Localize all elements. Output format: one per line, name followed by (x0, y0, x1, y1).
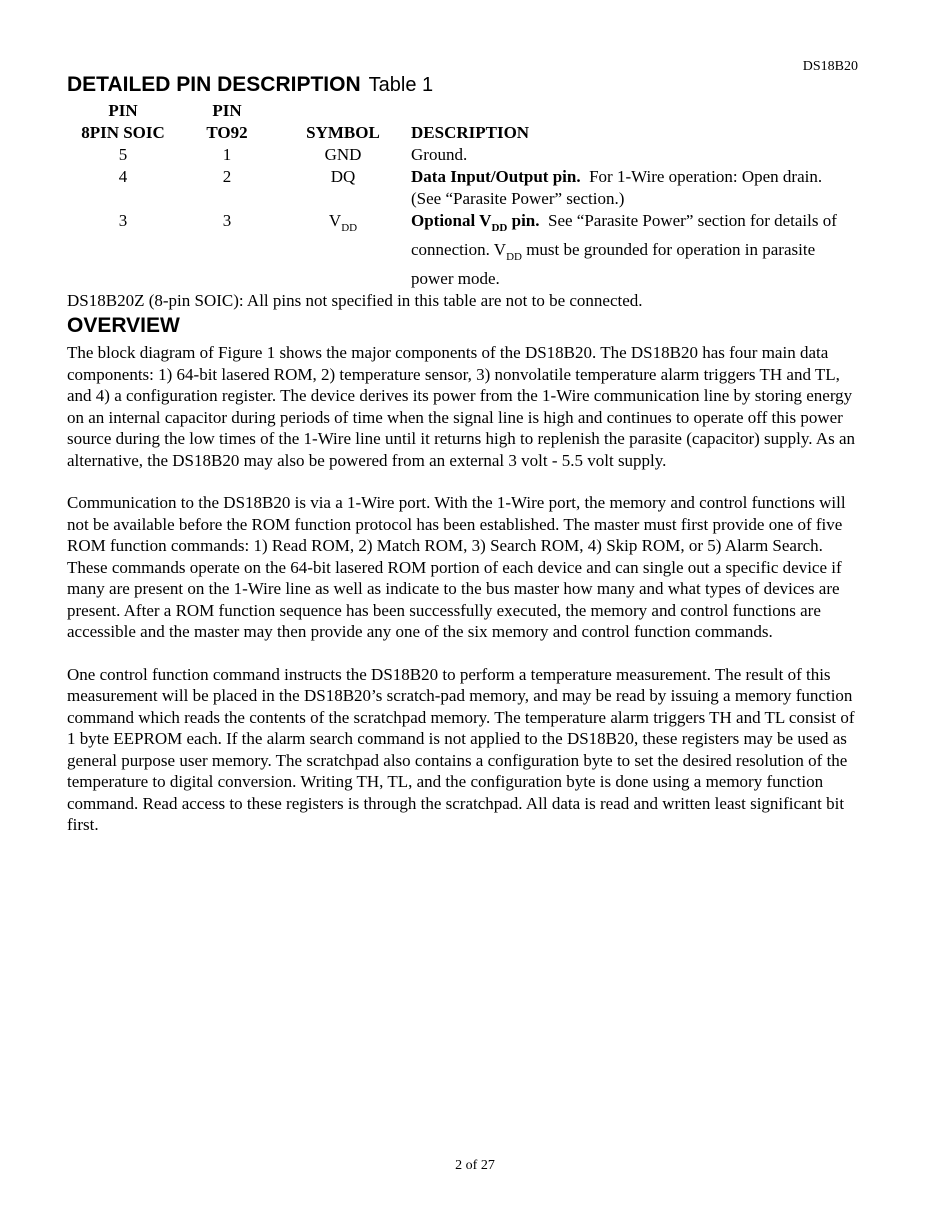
pin-table-note: DS18B20Z (8-pin SOIC): All pins not specified in this table are not to be connected. (67, 291, 643, 310)
bold-lead-pre: Optional V (411, 211, 492, 230)
symbol-main: V (328, 211, 342, 230)
overview-title: OVERVIEW (67, 314, 180, 337)
overview-paragraph: The block diagram of Figure 1 shows the major components of the DS18B20. The DS18B20 has four main data components: 1) 64-bit lasered ROM, 2) temperature sensor, 3) nonvolatile temperature alarm triggers TH and TL, and 4) a configuration register. The device derives its power from the 1-Wire communication line by storing energy on an internal capacitor during periods of time when the signal line is high and continues to operate off this power source during the low times of the 1-Wire line until it returns high to replenish the parasite (capacitor) supply. As an alternative, the DS18B20 may also be powered from an external 3 volt - 5.5 volt supply. (67, 343, 856, 470)
col-header-description: DESCRIPTION (411, 123, 530, 142)
table-row (67, 166, 841, 210)
bold-lead-subscript: DD (491, 222, 508, 234)
description-bold-lead: Data Input/Output pin. (411, 167, 581, 186)
col-header-symbol: SYMBOL (306, 123, 380, 142)
table-row (67, 144, 841, 166)
cell-symbol: DQ (330, 167, 356, 186)
document-id-header: DS18B20 (802, 59, 858, 74)
description-text: For 1-Wire operation: Open drain. (See “Parasite Power” section.) (411, 167, 823, 208)
overview-paragraph: One control function command instructs the DS18B20 to perform a temperature measurement. The result of this measurement will be placed in the DS18B20’s scratch-pad memory, and may be read by issuing a memory function command which reads the contents of the scratchpad memory. The temperature alarm triggers TH and TL consist of 1 byte EEPROM each. If the alarm search command is not applied to the DS18B20, these registers may be used as general purpose user memory. The scratchpad also contains a configuration byte to set the desired resolution of the temperature to digital conversion. Writing TH, TL, and the configuration byte is done using a memory function command. Read access to these registers is through the scratchpad. All data is read and written least significant bit first. (67, 664, 855, 834)
col-header-to92-line2: TO92 (206, 123, 248, 142)
cell-symbol (275, 210, 411, 290)
cell-pin-to92: 3 (222, 211, 232, 230)
pin-section-title: DETAILED PIN DESCRIPTION (67, 73, 361, 96)
cell-pin-to92: 1 (222, 145, 232, 164)
cell-description (411, 166, 841, 210)
table-label: Table 1 (368, 74, 434, 96)
page-number: 2 of 27 (455, 1158, 495, 1173)
overview-paragraph: Communication to the DS18B20 is via a 1-Wire port. With the 1-Wire port, the memory and control functions will not be available before the ROM function protocol has been established. The master must first provide one of five ROM function commands: 1) Read ROM, 2) Match ROM, 3) Search ROM, 4) Skip ROM, or 5) Alarm Search. These commands operate on the 64-bit lasered ROM portion of each device and can single out a specific device if many are present on the 1-Wire line as well as indicate to the bus master how many and what types of devices are present. After a ROM function sequence has been successfully executed, the memory and control functions are accessible and the master may then provide any one of the six memory and control function commands. (67, 493, 846, 641)
description-subscript: DD (506, 251, 522, 263)
description-text-post: must be grounded for operation in parasite power mode. (411, 240, 816, 288)
cell-pin-to92: 2 (222, 167, 232, 186)
pin-table (67, 100, 841, 290)
col-header-soic-line1: PIN (108, 101, 138, 120)
symbol-subscript: DD (341, 222, 358, 234)
pin-description-section (67, 73, 867, 312)
cell-pin-soic: 3 (118, 211, 128, 230)
overview-section (67, 314, 867, 857)
description-text-pre: See “Parasite Power” section for details of connection. V (411, 211, 837, 259)
pin-table-header-row-2 (67, 122, 841, 144)
col-header-soic-line2: 8PIN SOIC (81, 123, 165, 142)
cell-pin-soic: 5 (118, 145, 128, 164)
description-bold-lead (411, 211, 540, 234)
col-header-to92-line1: PIN (212, 101, 242, 120)
bold-lead-post: pin. (507, 211, 540, 230)
pin-table-header-row-1 (67, 100, 841, 122)
cell-pin-soic: 4 (118, 167, 128, 186)
cell-description: Ground. (411, 145, 468, 164)
cell-description (411, 210, 841, 290)
table-row (67, 210, 841, 290)
pin-section-heading (67, 73, 867, 97)
cell-symbol: GND (324, 145, 362, 164)
